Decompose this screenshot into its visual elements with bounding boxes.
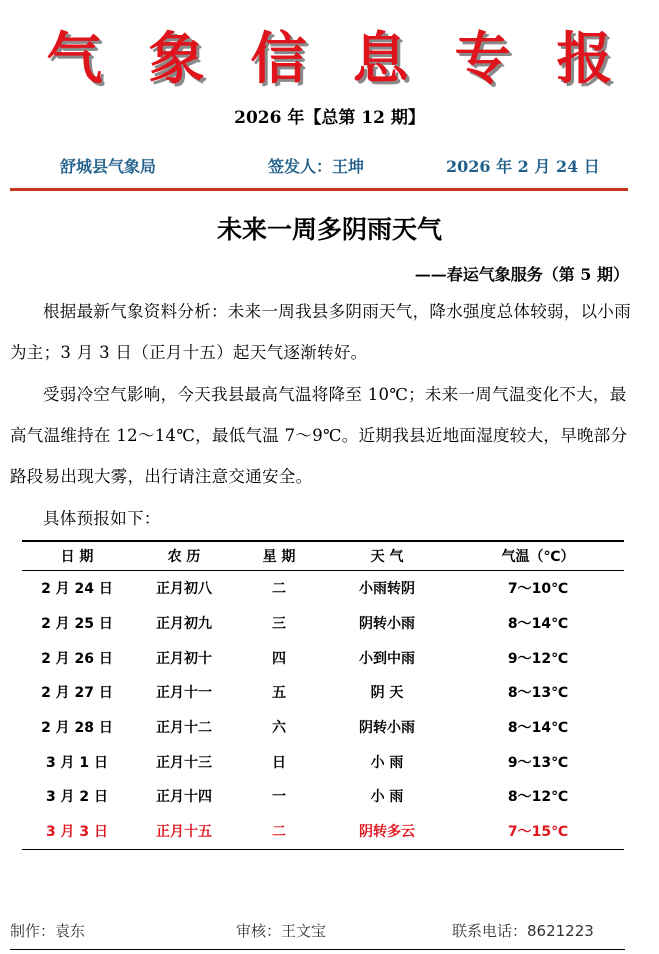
header-temperature: 气温（℃）	[452, 541, 624, 571]
cell-temperature: 9～13℃	[507, 754, 569, 771]
cell-temperature: 8～14℃	[507, 720, 569, 737]
signer: 签发人：王坤	[268, 157, 365, 176]
issue-date: 2026 年 2 月 24 日	[446, 157, 600, 176]
cell-temperature: 8～13℃	[507, 685, 569, 702]
masthead-char: 报	[556, 26, 613, 92]
issue-number: 2026 年【总第 12 期】	[234, 108, 425, 128]
cell-temperature: 7～10℃	[507, 581, 569, 598]
subhead: ——春运气象服务（第 5 期）	[414, 265, 629, 284]
cell-weather: 小 雨	[370, 789, 404, 806]
cell-weekday: 二	[236, 814, 322, 849]
cell-weekday: 四	[272, 650, 286, 667]
cell-lunar: 正月十二	[156, 720, 212, 737]
masthead-char: 信	[250, 26, 307, 92]
cell-lunar: 正月十五	[132, 814, 236, 849]
table-row	[22, 640, 624, 675]
cell-date: 2 月 27 日	[41, 685, 113, 702]
header-weather: 天 气	[322, 541, 452, 571]
cell-temperature: 8～14℃	[507, 616, 569, 633]
cell-date: 3 月 3 日	[22, 814, 132, 849]
cell-weather: 小雨转阴	[359, 581, 415, 598]
forecast-table	[22, 540, 624, 850]
cell-temperature: 9～12℃	[507, 650, 569, 667]
cell-temperature: 8～12℃	[507, 789, 569, 806]
table-row	[22, 710, 624, 745]
cell-date: 3 月 1 日	[45, 754, 109, 771]
table-row	[22, 606, 624, 641]
footer-divider	[10, 949, 625, 950]
cell-temperature: 7～15℃	[452, 814, 624, 849]
cell-weekday: 五	[272, 685, 286, 702]
table-row-highlighted	[22, 814, 624, 849]
cell-weather: 阴转多云	[322, 814, 452, 849]
cell-lunar: 正月十四	[156, 789, 212, 806]
cell-weekday: 一	[272, 789, 286, 806]
table-row	[22, 779, 624, 814]
footer	[0, 918, 659, 944]
headline: 未来一周多阴雨天气	[216, 215, 442, 244]
paragraph-temperature: 受弱冷空气影响，今天我县最高气温将降至 10℃；未来一周气温变化不大，最高气温维持在 12～14℃，最低气温 7～9℃。近期我县近地面湿度较大，早晚部分路段易出现大雾，出行请注意交通安全。	[10, 385, 628, 486]
agency-name: 舒城县气象局	[60, 157, 157, 176]
cell-weekday: 三	[272, 616, 286, 633]
header-weekday: 星 期	[236, 541, 322, 571]
cell-lunar: 正月十三	[156, 754, 212, 771]
masthead-char: 专	[454, 26, 511, 92]
cell-weekday: 二	[272, 581, 286, 598]
header-date: 日 期	[22, 541, 132, 571]
cell-lunar: 正月初九	[156, 616, 212, 633]
cell-lunar: 正月十一	[156, 685, 212, 702]
cell-weather: 阴 天	[370, 685, 404, 702]
cell-weather: 阴转小雨	[359, 720, 415, 737]
footer-reviewer: 审核：王文宝	[236, 922, 327, 940]
header-lunar: 农 历	[132, 541, 236, 571]
cell-weather: 小到中雨	[359, 650, 415, 667]
table-header-row	[22, 541, 624, 571]
table-row	[22, 744, 624, 779]
paragraph-summary: 根据最新气象资料分析：未来一周我县多阴雨天气，降水强度总体较弱，以小雨为主；3 月 3 日（正月十五）起天气逐渐转好。	[10, 302, 631, 362]
masthead-char: 气	[46, 26, 103, 92]
header-divider	[10, 188, 628, 191]
cell-lunar: 正月初八	[156, 581, 212, 598]
masthead-char: 息	[352, 26, 409, 92]
cell-weather: 阴转小雨	[359, 616, 415, 633]
footer-contact: 联系电话：8621223	[452, 922, 594, 940]
cell-date: 2 月 26 日	[41, 650, 113, 667]
cell-weather: 小 雨	[370, 754, 404, 771]
cell-date: 2 月 28 日	[41, 720, 113, 737]
paragraph-forecast-intro: 具体预报如下：	[43, 509, 161, 528]
table-row	[22, 675, 624, 710]
cell-lunar: 正月初十	[156, 650, 212, 667]
cell-date: 2 月 24 日	[41, 581, 113, 598]
table-row	[22, 571, 624, 606]
cell-date: 3 月 2 日	[45, 789, 109, 806]
info-bar	[0, 154, 659, 180]
cell-date: 2 月 25 日	[41, 616, 113, 633]
cell-weekday: 六	[272, 720, 286, 737]
footer-producer: 制作：袁东	[10, 922, 86, 940]
cell-weekday: 日	[272, 754, 286, 771]
masthead-title	[0, 24, 659, 94]
masthead-char: 象	[148, 26, 205, 92]
